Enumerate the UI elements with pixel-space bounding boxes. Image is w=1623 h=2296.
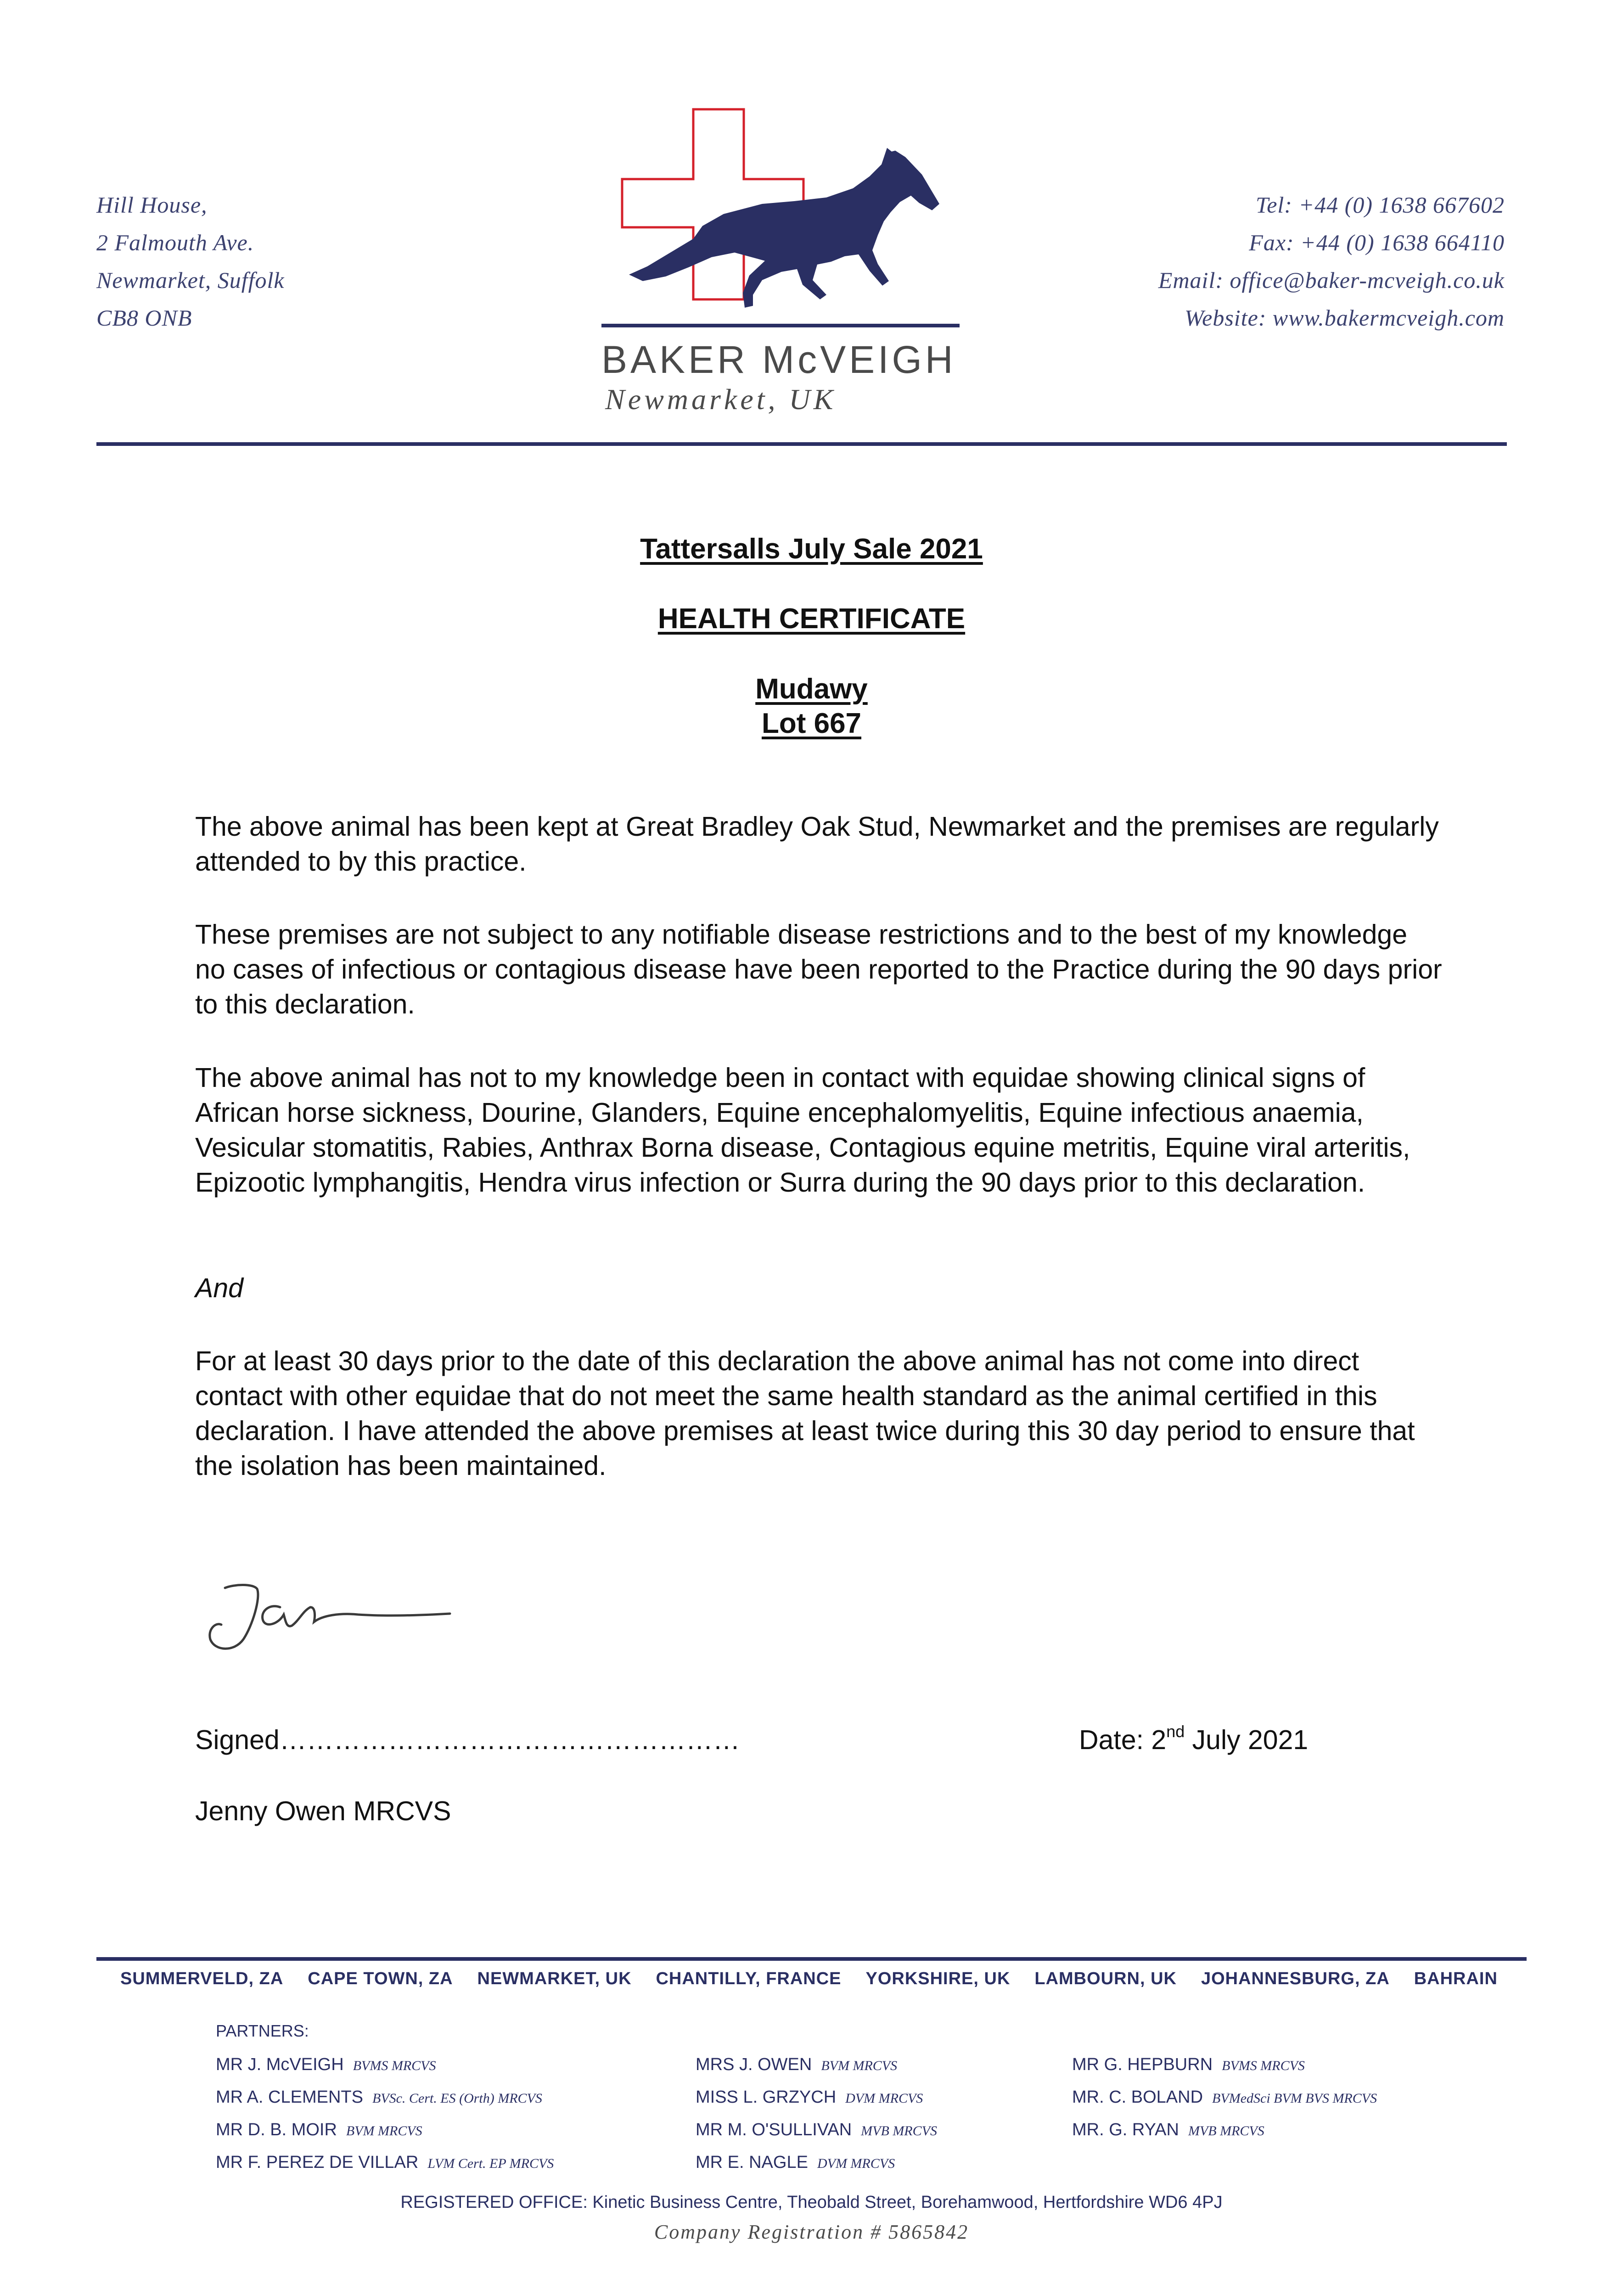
body-paragraph: For at least 30 days prior to the date of this declaration the above animal has not come into direct contact with other equidae that do not meet the same health standard as the animal certified in this declaration. I have attended the above premises at least twice during this 30 day period to ensure that the isolation has been maintained. <box>195 1346 1415 1481</box>
red-cross-galloping-horse-icon <box>597 106 964 335</box>
location-item: LAMBOURN, UK <box>1034 1969 1177 1988</box>
partner-name: MR M. O'SULLIVAN <box>696 2120 852 2139</box>
partner-entry <box>696 2049 937 2082</box>
location-item: JOHANNESBURG, ZA <box>1201 1969 1390 1988</box>
partner-name: MR F. PEREZ DE VILLAR <box>216 2153 419 2172</box>
date-suffix: July 2021 <box>1185 1725 1309 1755</box>
partner-name: MR D. B. MOIR <box>216 2120 337 2139</box>
partner-qualifications: BVM MRCVS <box>821 2058 898 2073</box>
partner-name: MR. G. RYAN <box>1072 2120 1179 2139</box>
partner-entry <box>216 2114 554 2147</box>
partner-qualifications: LVM Cert. EP MRCVS <box>427 2156 554 2171</box>
partner-name: MR G. HEPBURN <box>1072 2055 1213 2074</box>
document-title: HEALTH CERTIFICATE <box>657 603 966 635</box>
horse-name: Mudawy <box>755 673 868 705</box>
address-line: Newmarket, Suffolk <box>96 267 285 293</box>
partner-name: MR E. NAGLE <box>696 2153 808 2172</box>
partners-column <box>696 2049 937 2179</box>
partner-entry <box>696 2082 937 2114</box>
contact-line: Fax: +44 (0) 1638 664110 <box>1249 230 1505 255</box>
location-item: SUMMERVELD, ZA <box>120 1969 284 1988</box>
date-prefix: Date: 2 <box>1079 1725 1167 1755</box>
address-line: CB8 ONB <box>96 305 192 331</box>
partners-column <box>216 2049 554 2179</box>
practice-contacts <box>1158 186 1505 337</box>
partner-entry <box>216 2147 554 2179</box>
partner-qualifications: MVB MRCVS <box>861 2123 937 2138</box>
partner-entry <box>696 2147 937 2179</box>
practice-address <box>96 186 285 337</box>
company-registration: Company Registration # 5865842 <box>654 2221 969 2243</box>
body-connector: And <box>195 1273 243 1303</box>
address-line: 2 Falmouth Ave. <box>96 230 254 255</box>
location-item: BAHRAIN <box>1414 1969 1498 1988</box>
sale-title: Tattersalls July Sale 2021 <box>640 533 983 565</box>
header-divider <box>96 442 1507 446</box>
partner-qualifications: BVMS MRCVS <box>1222 2058 1305 2073</box>
footer-divider <box>96 1957 1527 1961</box>
contact-line: Tel: +44 (0) 1638 667602 <box>1256 192 1505 218</box>
location-item: YORKSHIRE, UK <box>865 1969 1011 1988</box>
partners-label: PARTNERS: <box>216 2021 309 2040</box>
partner-qualifications: MVB MRCVS <box>1188 2123 1264 2138</box>
body-paragraph: The above animal has not to my knowledge been in contact with equidae showing clinical signs of African horse sickness, Dourine, Glanders, Equine encephalomyelitis, Equine infectious anaemia, Vesicular stomatitis, Rabies, Anthrax Borna disease, Contagious equine metritis, Equine viral arteritis, Epizootic lymphangitis, Hendra virus infection or Surra during the 90 days prior to this declaration. <box>195 1063 1410 1198</box>
partner-entry <box>696 2114 937 2147</box>
signer-name: Jenny Owen MRCVS <box>195 1796 451 1826</box>
date-ordinal: nd <box>1166 1722 1185 1741</box>
office-locations <box>120 1969 1498 1989</box>
location-item: CHANTILLY, FRANCE <box>656 1969 842 1988</box>
partners-column <box>1072 2049 1377 2147</box>
partner-name: MR J. McVEIGH <box>216 2055 344 2074</box>
handwritten-signature <box>202 1570 477 1662</box>
partner-qualifications: DVM MRCVS <box>845 2091 923 2106</box>
partner-entry <box>1072 2049 1377 2082</box>
registered-office: REGISTERED OFFICE: Kinetic Business Centre, Theobald Street, Borehamwood, Hertfordshire WD6 4PJ <box>400 2193 1223 2212</box>
location-item: NEWMARKET, UK <box>477 1969 632 1988</box>
partner-qualifications: BVMedSci BVM BVS MRCVS <box>1212 2091 1377 2106</box>
partner-name: MR A. CLEMENTS <box>216 2088 363 2107</box>
partner-entry <box>216 2082 554 2114</box>
body-paragraph: These premises are not subject to any notifiable disease restrictions and to the best of my knowledge no cases of infectious or contagious disease have been reported to the Practice during the 90 days prior to this declaration. <box>195 919 1442 1019</box>
partner-entry <box>216 2049 554 2082</box>
signed-field: Signed…………………………………………… <box>195 1725 740 1755</box>
partner-entry <box>1072 2114 1377 2147</box>
body-paragraph: The above animal has been kept at Great Bradley Oak Stud, Newmarket and the premises are regularly attended to by this practice. <box>195 811 1439 877</box>
partner-entry <box>1072 2082 1377 2114</box>
partner-qualifications: BVMS MRCVS <box>353 2058 436 2073</box>
lot-number: Lot 667 <box>761 708 862 739</box>
partner-qualifications: DVM MRCVS <box>817 2156 895 2171</box>
partner-name: MR. C. BOLAND <box>1072 2088 1203 2107</box>
location-item: CAPE TOWN, ZA <box>308 1969 453 1988</box>
partner-name: MISS L. GRZYCH <box>696 2088 837 2107</box>
address-line: Hill House, <box>96 192 208 218</box>
contact-line: Email: office@baker-mcveigh.co.uk <box>1158 267 1505 293</box>
certificate-date <box>1079 1724 1308 1756</box>
partner-qualifications: BVSc. Cert. ES (Orth) MRCVS <box>372 2091 542 2106</box>
partner-name: MRS J. OWEN <box>696 2055 812 2074</box>
brand-name: BAKER McVEIGH <box>601 338 956 381</box>
partner-qualifications: BVM MRCVS <box>346 2123 422 2138</box>
brand-location: Newmarket, UK <box>605 383 837 416</box>
contact-line: Website: www.bakermcveigh.com <box>1185 305 1505 331</box>
